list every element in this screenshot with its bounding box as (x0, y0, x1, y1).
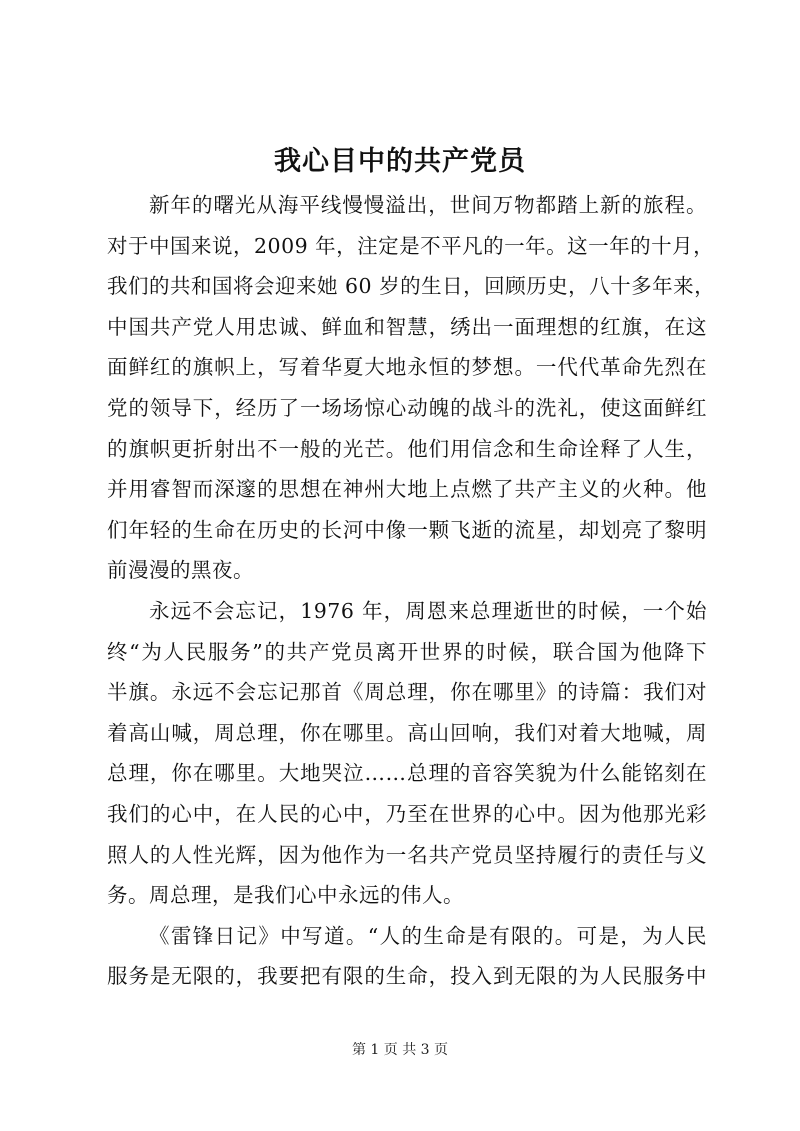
paragraph-1-line-2: 对于中国来说，2009 年，注定是不平凡的一年。这一年的十月， (107, 233, 715, 258)
document-title: 我心目中的共产党员 (274, 146, 526, 177)
paragraph-1-line-8: 并用睿智而深邃的思想在神州大地上点燃了共产主义的火种。他 (107, 477, 707, 502)
page-footer: 第 1 页 共 3 页 (351, 1042, 449, 1058)
paragraph-2-line-2: 终“为人民服务”的共产党员离开世界的时候，联合国为他降下 (107, 639, 707, 664)
paragraph-2-line-1: 永远不会忘记，1976 年，周恩来总理逝世的时候，一个始 (149, 598, 707, 623)
paragraph-2-line-5: 总理，你在哪里。大地哭泣……总理的音容笑貌为什么能铭刻在 (107, 761, 707, 786)
paragraph-1-line-9: 们年轻的生命在历史的长河中像一颗飞逝的流星，却划亮了黎明 (107, 517, 707, 542)
paragraph-1-line-5: 面鲜红的旗帜上，写着华夏大地永恒的梦想。一代代革命先烈在 (107, 355, 707, 380)
paragraph-3-line-1: 《雷锋日记》中写道。“人的生命是有限的。可是，为人民 (149, 923, 707, 948)
paragraph-2-line-6: 我们的心中，在人民的心中，乃至在世界的心中。因为他那光彩 (107, 801, 707, 826)
paragraph-2-line-7: 照人的人性光辉，因为他作为一名共产党员坚持履行的责任与义 (107, 842, 707, 867)
paragraph-1-line-10: 前漫漫的黑夜。 (107, 558, 254, 583)
paragraph-2-line-8: 务。周总理，是我们心中永远的伟人。 (107, 883, 464, 908)
paragraph-3-line-2: 服务是无限的，我要把有限的生命，投入到无限的为人民服务中 (107, 964, 707, 989)
document-body (107, 185, 716, 997)
paragraph-2-line-4: 着高山喊，周总理，你在哪里。高山回响，我们对着大地喊，周 (107, 720, 707, 745)
paragraph-1-line-4: 中国共产党人用忠诚、鲜血和智慧，绣出一面理想的红旗，在这 (107, 314, 707, 339)
paragraph-1-line-6: 党的领导下，经历了一场场惊心动魄的战斗的洗礼，使这面鲜红 (107, 395, 707, 420)
paragraph-1-line-1: 新年的曙光从海平线慢慢溢出，世间万物都踏上新的旅程。 (149, 193, 707, 217)
paragraph-1-line-7: 的旗帜更折射出不一般的光芒。他们用信念和生命诠释了人生， (107, 436, 707, 461)
paragraph-1-line-3: 我们的共和国将会迎来她 60 岁的生日，回顾历史，八十多年来， (107, 274, 716, 299)
paragraph-2-line-3: 半旗。永远不会忘记那首《周总理，你在哪里》的诗篇：我们对 (107, 680, 707, 705)
